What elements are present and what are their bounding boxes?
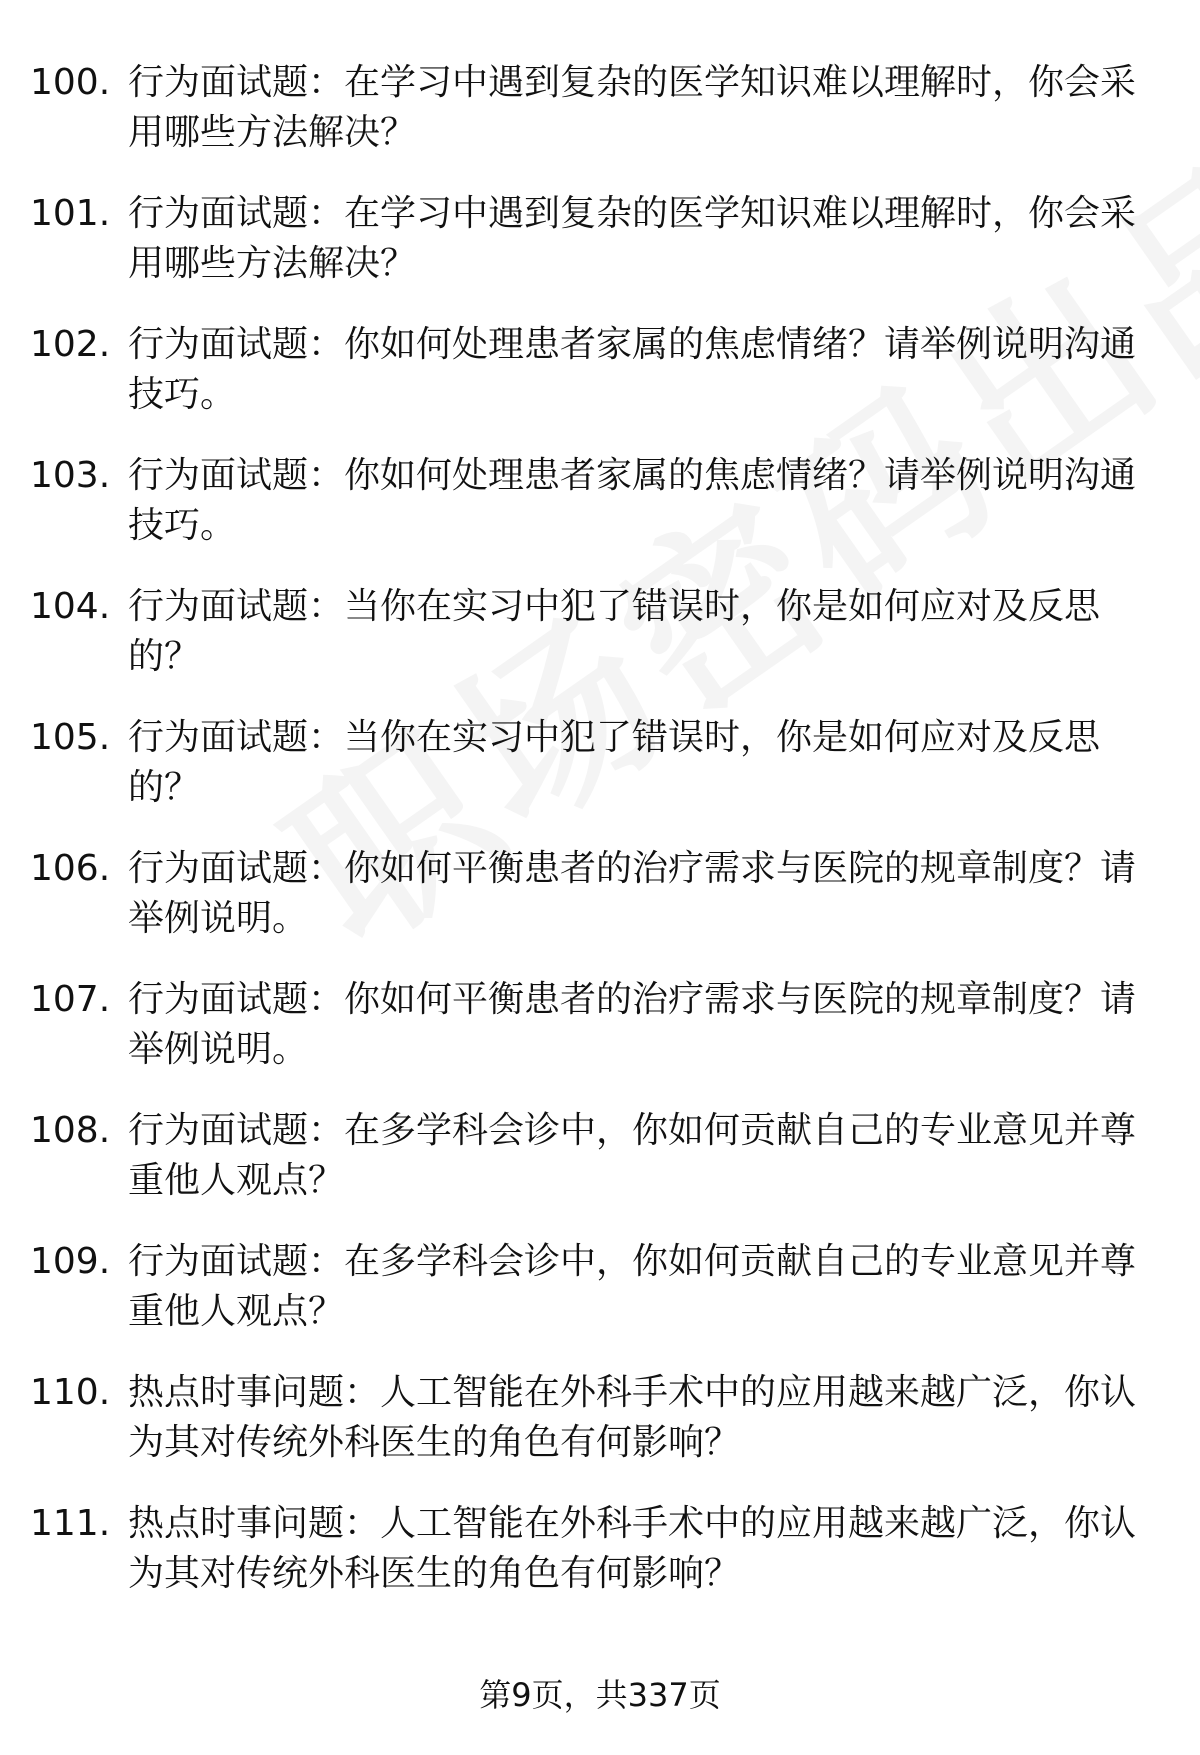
question-text: 行为面试题：在学习中遇到复杂的医学知识难以理解时，你会采用哪些方法解决？ bbox=[128, 62, 1137, 153]
list-item bbox=[30, 451, 1140, 582]
list-item bbox=[30, 189, 1140, 320]
question-number: 109. bbox=[30, 1241, 111, 1282]
question-text: 行为面试题：在多学科会诊中，你如何贡献自己的专业意见并尊重他人观点？ bbox=[128, 1241, 1137, 1332]
question-text: 行为面试题：当你在实习中犯了错误时，你是如何应对及反思的？ bbox=[128, 586, 1101, 677]
question-number: 107. bbox=[30, 979, 111, 1020]
list-item bbox=[30, 1237, 1140, 1368]
list-item bbox=[30, 1499, 1140, 1630]
page-number: 第9页，共337页 bbox=[479, 1676, 721, 1714]
question-text: 行为面试题：你如何平衡患者的治疗需求与医院的规章制度？请举例说明。 bbox=[128, 979, 1137, 1070]
question-text: 行为面试题：在多学科会诊中，你如何贡献自己的专业意见并尊重他人观点？ bbox=[128, 1110, 1137, 1201]
question-number: 106. bbox=[30, 848, 111, 889]
question-number: 108. bbox=[30, 1110, 111, 1151]
question-text: 行为面试题：当你在实习中犯了错误时，你是如何应对及反思的？ bbox=[128, 717, 1101, 808]
question-text: 行为面试题：你如何平衡患者的治疗需求与医院的规章制度？请举例说明。 bbox=[128, 848, 1137, 939]
list-item bbox=[30, 975, 1140, 1106]
list-item bbox=[30, 320, 1140, 451]
question-text: 行为面试题：在学习中遇到复杂的医学知识难以理解时，你会采用哪些方法解决？ bbox=[128, 193, 1137, 284]
list-item bbox=[30, 1368, 1140, 1499]
question-text: 行为面试题：你如何处理患者家属的焦虑情绪？请举例说明沟通技巧。 bbox=[128, 324, 1137, 415]
question-number: 101. bbox=[30, 193, 111, 234]
list-item bbox=[30, 713, 1140, 844]
question-number: 103. bbox=[30, 455, 111, 496]
question-list bbox=[30, 58, 1140, 1630]
question-number: 105. bbox=[30, 717, 111, 758]
list-item bbox=[30, 58, 1140, 189]
list-item bbox=[30, 582, 1140, 713]
list-item bbox=[30, 844, 1140, 975]
question-number: 110. bbox=[30, 1372, 111, 1413]
question-text: 热点时事问题：人工智能在外科手术中的应用越来越广泛，你认为其对传统外科医生的角色有何影响？ bbox=[128, 1503, 1137, 1594]
question-number: 111. bbox=[30, 1503, 111, 1544]
page-footer bbox=[0, 1675, 1200, 1715]
question-number: 100. bbox=[30, 62, 111, 103]
question-number: 102. bbox=[30, 324, 111, 365]
question-text: 热点时事问题：人工智能在外科手术中的应用越来越广泛，你认为其对传统外科医生的角色有何影响？ bbox=[128, 1372, 1137, 1463]
question-text: 行为面试题：你如何处理患者家属的焦虑情绪？请举例说明沟通技巧。 bbox=[128, 455, 1137, 546]
list-item bbox=[30, 1106, 1140, 1237]
question-number: 104. bbox=[30, 586, 111, 627]
